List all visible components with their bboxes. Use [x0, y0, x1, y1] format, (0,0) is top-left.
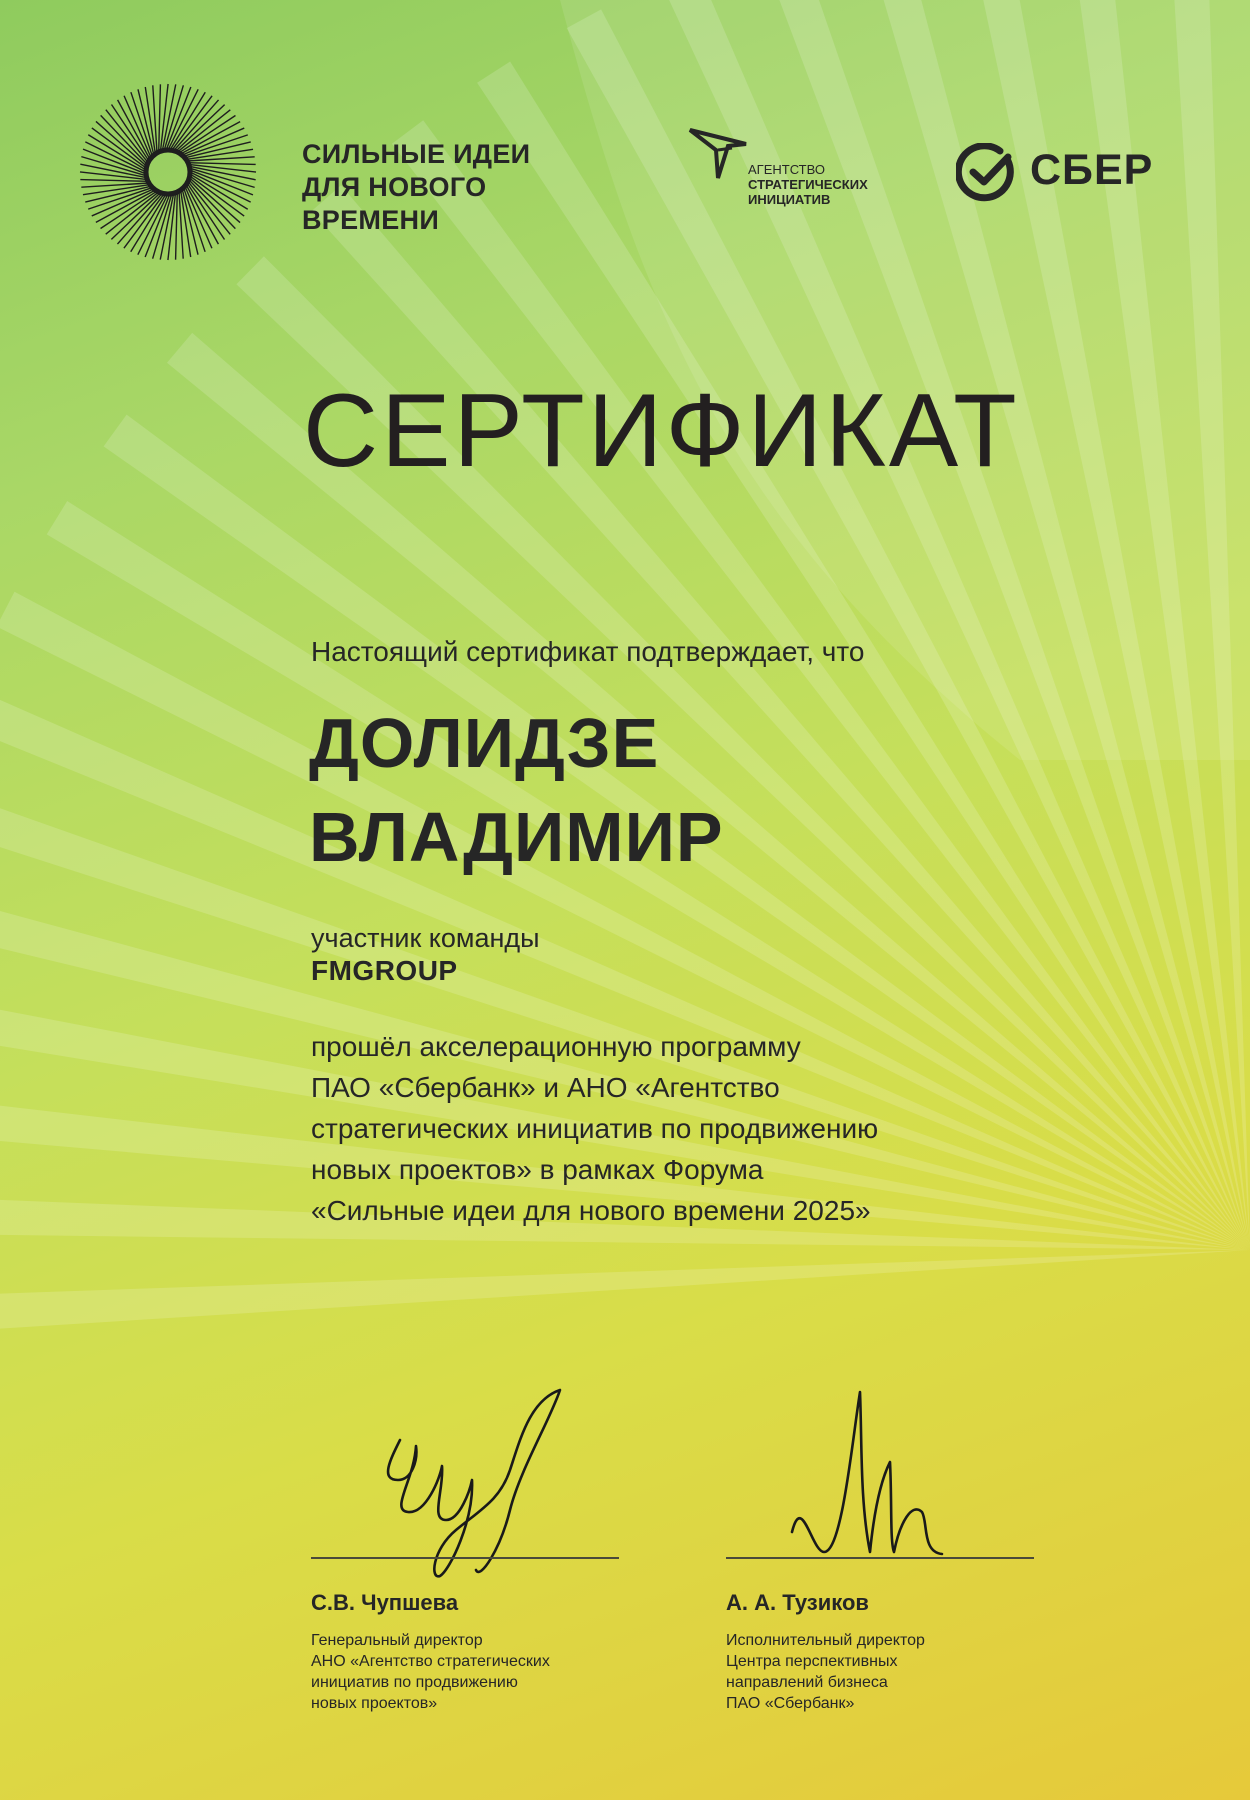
recipient-name [309, 696, 724, 884]
description-line: прошёл акселерационную программу [311, 1031, 801, 1062]
team-name: FMGROUP [311, 955, 458, 986]
signature-1-line [311, 1557, 619, 1559]
forum-brand-name [302, 138, 530, 237]
asi-line-3: ИНИЦИАТИВ [748, 192, 831, 207]
signatory-1-title [311, 1630, 550, 1714]
recipient-first-name: ВЛАДИМИР [309, 798, 724, 876]
brand-line-3: ВРЕМЕНИ [302, 205, 440, 235]
signatory-title-line: Исполнительный директор [726, 1632, 925, 1649]
certificate-title: СЕРТИФИКАТ [303, 373, 1020, 489]
role-text: участник команды [311, 923, 540, 953]
signatory-title-line: Центра перспективных [726, 1653, 898, 1670]
signatory-1-name: С.В. Чупшева [311, 1590, 459, 1615]
signatory-title-line: направлений бизнеса [726, 1674, 888, 1691]
asi-line-2: СТРАТЕГИЧЕСКИХ [748, 177, 868, 192]
asi-logo-icon [688, 128, 750, 180]
signatory-title-line: инициатив по продвижению [311, 1674, 518, 1691]
signatory-title-line: АНО «Агентство стратегических [311, 1653, 550, 1670]
description-line: стратегических инициатив по продвижению [311, 1113, 879, 1144]
recipient-surname: ДОЛИДЗЕ [309, 704, 660, 782]
program-description [311, 1026, 878, 1231]
description-line: новых проектов» в рамках Форума [311, 1154, 764, 1185]
signatory-2-title [726, 1630, 925, 1714]
sber-checkmark-icon [956, 143, 1016, 203]
sunburst-logo-icon [72, 76, 264, 268]
description-line: ПАО «Сбербанк» и АНО «Агентство [311, 1072, 780, 1103]
brand-line-1: СИЛЬНЫЕ ИДЕИ [302, 139, 531, 169]
asi-name [748, 162, 868, 207]
signatory-title-line: ПАО «Сбербанк» [726, 1695, 855, 1712]
description-line: «Сильные идеи для нового времени 2025» [311, 1195, 871, 1226]
signature-2-handwriting [782, 1382, 972, 1582]
signatory-title-line: новых проектов» [311, 1695, 438, 1712]
brand-line-2: ДЛЯ НОВОГО [302, 172, 487, 202]
signatory-title-line: Генеральный директор [311, 1632, 483, 1649]
asi-line-1: АГЕНТСТВО [748, 162, 825, 177]
confirm-text: Настоящий сертификат подтверждает, что [311, 636, 865, 667]
signatory-2-name: А. А. Тузиков [726, 1590, 869, 1615]
signature-2-line [726, 1557, 1034, 1559]
sber-wordmark: СБЕР [1030, 146, 1154, 194]
